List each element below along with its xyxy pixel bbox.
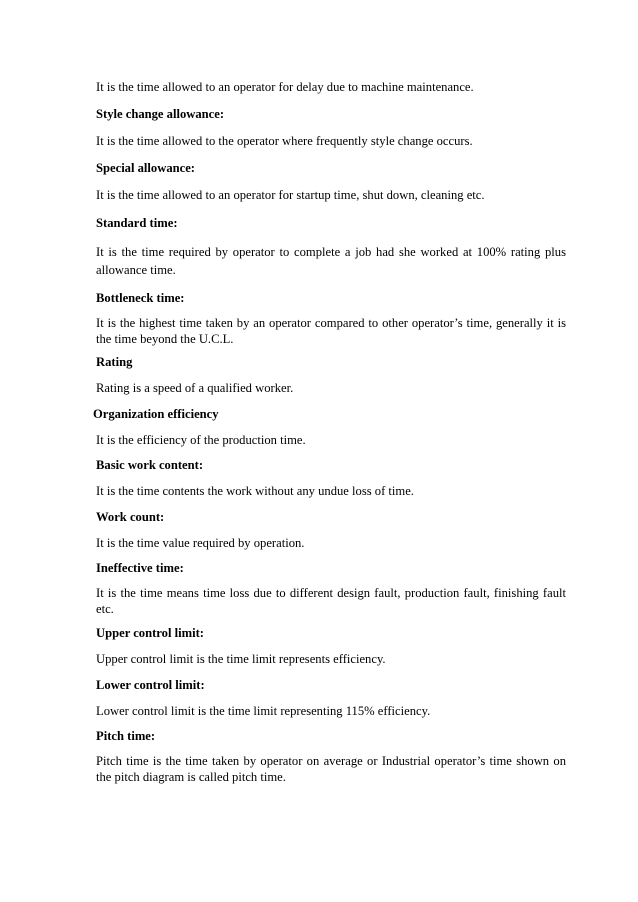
heading-style-change-allowance: Style change allowance: — [96, 107, 225, 121]
paragraph-special-allowance: It is the time allowed to an operator for startup time, shut down, cleaning etc. — [96, 188, 485, 202]
heading-upper-control-limit: Upper control limit: — [96, 626, 204, 640]
heading-ineffective-time: Ineffective time: — [96, 561, 184, 575]
paragraph-style-change-allowance: It is the time allowed to the operator where frequently style change occurs. — [96, 134, 473, 148]
paragraph-lower-control-limit: Lower control limit is the time limit representing 115% efficiency. — [96, 704, 431, 718]
heading-lower-control-limit: Lower control limit: — [96, 678, 205, 692]
paragraph-machine-maintenance: It is the time allowed to an operator for delay due to machine maintenance. — [96, 80, 474, 94]
paragraph-ineffective-time: It is the time means time loss due to different design fault, production fault, finishing fault etc. — [96, 586, 566, 616]
paragraph-rating: Rating is a speed of a qualified worker. — [96, 381, 294, 395]
paragraph-standard-time: It is the time required by operator to complete a job had she worked at 100% rating plus allowance time. — [96, 245, 566, 277]
paragraph-upper-control-limit: Upper control limit is the time limit represents efficiency. — [96, 652, 386, 666]
paragraph-pitch-time: Pitch time is the time taken by operator on average or Industrial operator’s time shown on the pitch diagram is called pitch time. — [96, 754, 566, 784]
heading-standard-time: Standard time: — [96, 216, 178, 230]
heading-organization-efficiency: Organization efficiency — [93, 407, 219, 421]
heading-bottleneck-time: Bottleneck time: — [96, 291, 185, 305]
paragraph-work-count: It is the time value required by operation. — [96, 536, 305, 550]
heading-pitch-time: Pitch time: — [96, 729, 156, 743]
heading-work-count: Work count: — [96, 510, 165, 524]
paragraph-bottleneck-time: It is the highest time taken by an operator compared to other operator’s time, generally it is the time beyond the U.C.L. — [96, 316, 566, 346]
heading-special-allowance: Special allowance: — [96, 161, 195, 175]
heading-basic-work-content: Basic work content: — [96, 458, 204, 472]
heading-rating: Rating — [96, 355, 133, 369]
paragraph-organization-efficiency: It is the efficiency of the production time. — [96, 433, 306, 447]
paragraph-basic-work-content: It is the time contents the work without any undue loss of time. — [96, 484, 414, 498]
